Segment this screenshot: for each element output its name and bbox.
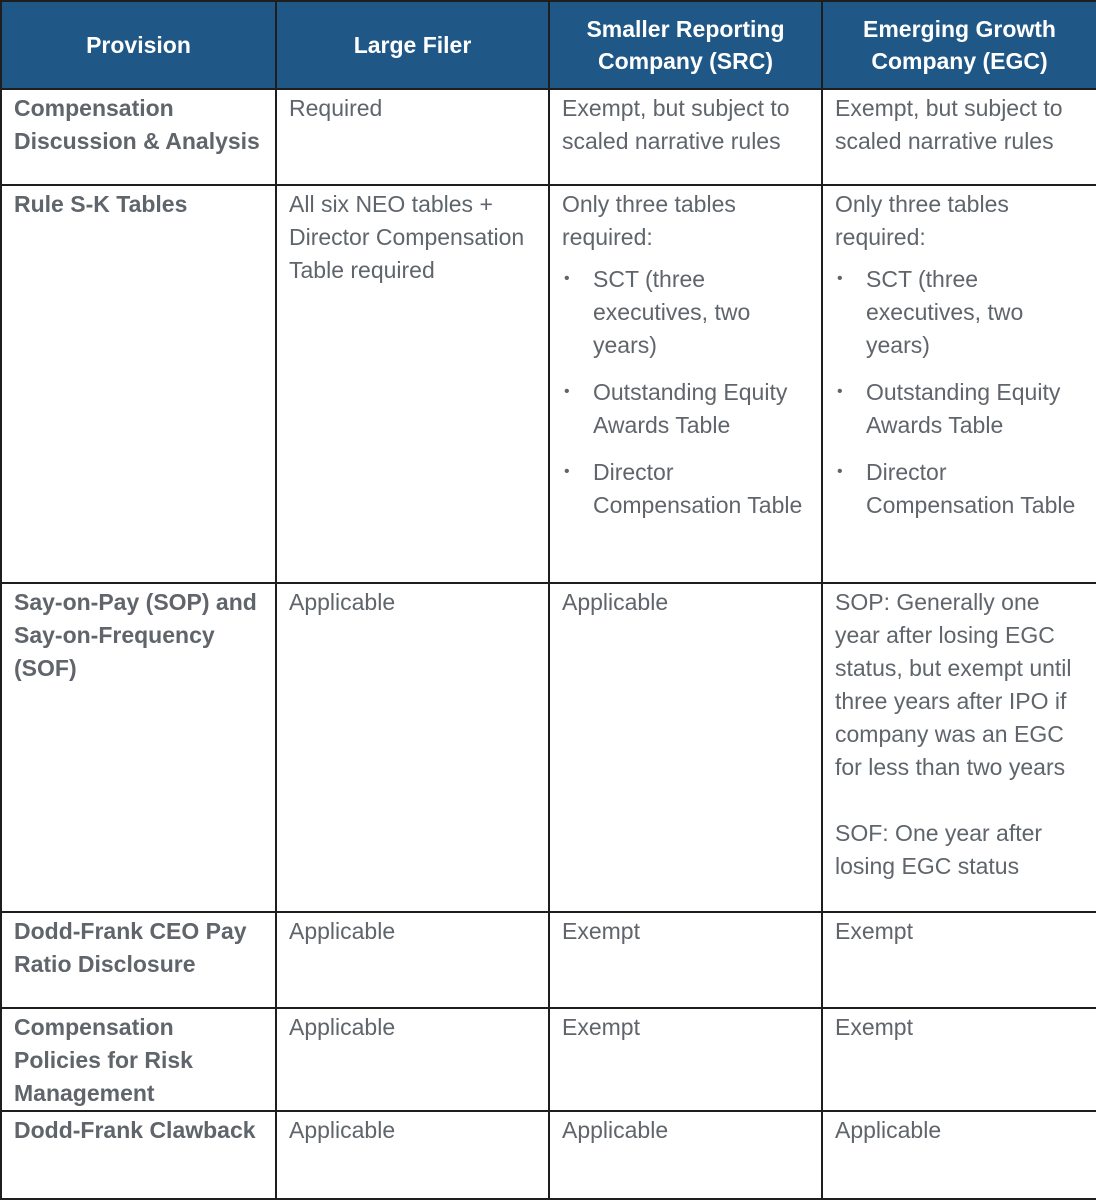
table-row xyxy=(1,185,1096,583)
egc-sof-text: SOF: One year after losing EGC status xyxy=(835,820,1043,879)
large-filer-cell: Applicable xyxy=(276,583,549,912)
header-provision: Provision xyxy=(1,1,276,89)
large-filer-cell: Applicable xyxy=(276,912,549,1008)
list-item: • Director Compensation Table xyxy=(835,456,1084,522)
large-filer-cell: Applicable xyxy=(276,1111,549,1199)
list-item: • SCT (three executives, two years) xyxy=(562,263,809,362)
src-cell: Exempt xyxy=(549,1008,822,1111)
src-cell: Exempt, but subject to scaled narrative rules xyxy=(549,89,822,185)
provision-cell: Rule S-K Tables xyxy=(1,185,276,583)
provision-cell: Dodd-Frank Clawback xyxy=(1,1111,276,1199)
provision-cell: Say-on-Pay (SOP) and Say-on-Frequency (SOF) xyxy=(1,583,276,912)
table-row xyxy=(1,583,1096,912)
egc-cell: Applicable xyxy=(822,1111,1096,1199)
table-header-row xyxy=(1,1,1096,89)
provision-cell: Dodd-Frank CEO Pay Ratio Disclosure xyxy=(1,912,276,1008)
paragraph-gap xyxy=(835,784,1084,817)
header-src: Smaller Reporting Company (SRC) xyxy=(549,1,822,89)
table-row xyxy=(1,912,1096,1008)
egc-intro-text: Only three tables required: xyxy=(835,191,1009,250)
provision-cell: Compensation Policies for Risk Management xyxy=(1,1008,276,1111)
src-cell xyxy=(549,185,822,583)
provision-cell: Compensation Discussion & Analysis xyxy=(1,89,276,185)
src-cell: Applicable xyxy=(549,1111,822,1199)
large-filer-cell: All six NEO tables + Director Compensation Table required xyxy=(276,185,549,583)
header-egc: Emerging Growth Company (EGC) xyxy=(822,1,1096,89)
large-filer-cell: Required xyxy=(276,89,549,185)
list-item: • Outstanding Equity Awards Table xyxy=(562,376,809,442)
list-item: • Outstanding Equity Awards Table xyxy=(835,376,1084,442)
table-row xyxy=(1,89,1096,185)
list-item: • SCT (three executives, two years) xyxy=(835,263,1084,362)
egc-cell xyxy=(822,583,1096,912)
table-row xyxy=(1,1111,1096,1199)
egc-cell: Exempt xyxy=(822,912,1096,1008)
src-cell: Exempt xyxy=(549,912,822,1008)
table-row xyxy=(1,1008,1096,1111)
src-intro-text: Only three tables required: xyxy=(562,191,736,250)
egc-cell xyxy=(822,185,1096,583)
src-table-list xyxy=(562,263,809,522)
egc-cell: Exempt, but subject to scaled narrative rules xyxy=(822,89,1096,185)
src-cell: Applicable xyxy=(549,583,822,912)
large-filer-cell: Applicable xyxy=(276,1008,549,1111)
egc-table-list xyxy=(835,263,1084,522)
list-item: • Director Compensation Table xyxy=(562,456,809,522)
egc-cell: Exempt xyxy=(822,1008,1096,1111)
header-large-filer: Large Filer xyxy=(276,1,549,89)
egc-sop-text: SOP: Generally one year after losing EGC status, but exempt until three years after IPO if company was an EGC for less than two years xyxy=(835,589,1072,780)
